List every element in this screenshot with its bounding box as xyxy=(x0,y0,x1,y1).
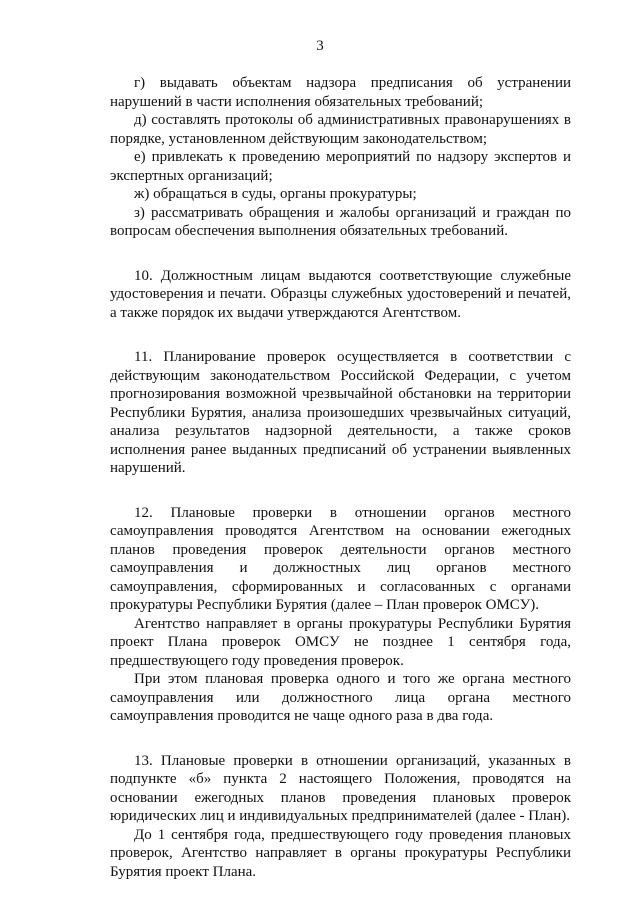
section-10-paragraph: 10. Должностным лицам выдаются соответствующие служебные удостоверения и печати. Образцы служебных удостоверений и печатей, а также порядок их выдачи утверждаются Агентством. xyxy=(110,267,571,321)
list-item-g: г) выдавать объектам надзора предписания об устранении нарушений в части исполнения обязательных требований; xyxy=(110,75,571,110)
section-12-paragraph-1: 12. Плановые проверки в отношении органов местного самоуправления проводятся Агентством на основании ежегодных планов проведения проверок деятельности органов местного самоуправления и должностных лиц органов местного самоуправления, сформированных и согласованных с органами прокуратуры Республики Бурятия (далее – План проверок ОМСУ). xyxy=(110,504,571,613)
page-number: 3 xyxy=(316,38,324,54)
list-item-z: з) рассматривать обращения и жалобы организаций и граждан по вопросам обеспечения выполнения обязательных требований. xyxy=(110,204,571,239)
section-13-paragraph-2: До 1 сентября года, предшествующего году проведения плановых проверок, Агентство направляет в органы прокуратуры Республики Бурятия проект Плана. xyxy=(110,826,571,880)
section-13-paragraph-1: 13. Плановые проверки в отношении организаций, указанных в подпункте «б» пункта 2 настоящего Положения, проводятся на основании ежегодных планов проведения плановых проверок юридических лиц и индивидуальных предпринимателей (далее - План). xyxy=(110,752,571,824)
list-item-d: д) составлять протоколы об административных правонарушениях в порядке, установленном действующим законодательством; xyxy=(110,112,571,147)
list-item-zh: ж) обращаться в суды, органы прокуратуры; xyxy=(134,186,417,202)
section-12-paragraph-2: Агентство направляет в органы прокуратуры Республики Бурятия проект Плана проверок ОМСУ не позднее 1 сентября года, предшествующего году проведения проверок. xyxy=(110,615,571,669)
section-12-paragraph-3: При этом плановая проверка одного и того же органа местного самоуправления или должностного лица органа местного самоуправления проводится не чаще одного раза в два года. xyxy=(110,671,571,724)
section-11-paragraph: 11. Планирование проверок осуществляется в соответствии с действующим законодательством Российской Федерации, с учетом прогнозирования возможной чрезвычайной обстановки на территории Республики Бурятия, анализа произошедших чрезвычайных ситуаций, анализа результатов надзорной деятельности, а также сроков исполнения ранее выданных предписаний об устранении выявленных нарушений. xyxy=(110,349,571,476)
list-item-e: е) привлекать к проведению мероприятий по надзору экспертов и экспертных организаций; xyxy=(110,149,571,184)
document-body xyxy=(110,74,571,881)
